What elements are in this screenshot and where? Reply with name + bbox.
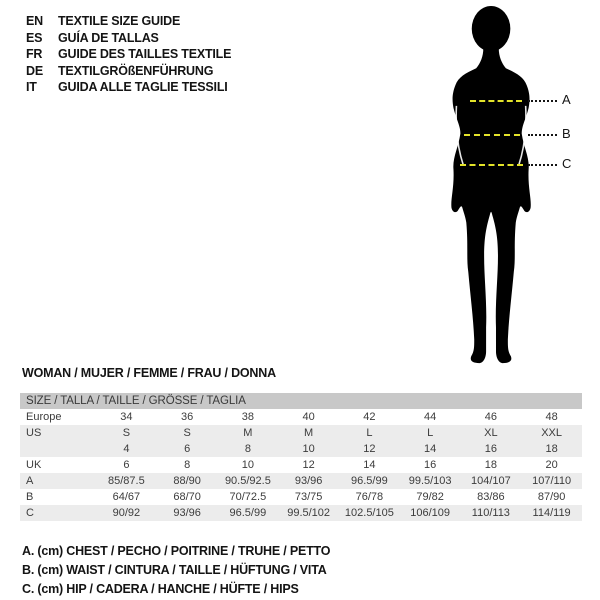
size-cell: 90/92 <box>112 507 141 519</box>
size-cell: 110/113 <box>471 507 510 519</box>
size-cell: 44 <box>424 411 437 423</box>
size-table-row <box>20 505 582 521</box>
size-cell: 88/90 <box>173 475 201 487</box>
size-cell: XL <box>484 427 498 439</box>
size-row-label <box>20 441 96 457</box>
size-table-body <box>20 409 582 521</box>
language-title-row <box>26 46 231 63</box>
size-cell: 106/109 <box>410 507 450 519</box>
waist-leader-dots <box>528 134 557 136</box>
size-cell: 40 <box>302 411 315 423</box>
size-cell: 48 <box>545 411 558 423</box>
size-row-label: US <box>26 427 42 439</box>
silhouette-head <box>472 6 511 52</box>
size-cell: 93/96 <box>173 507 201 519</box>
size-table-row <box>20 409 582 425</box>
size-table-row <box>20 489 582 505</box>
size-cell: 8 <box>184 459 191 471</box>
section-title-woman: WOMAN / MUJER / FEMME / FRAU / DONNA <box>22 366 276 380</box>
size-table-row <box>20 457 582 473</box>
woman-silhouette <box>420 3 570 369</box>
legend-line: B. (cm) WAIST / CINTURA / TAILLE / HÜFTUNG / VITA <box>22 563 327 577</box>
size-cell: 96.5/99 <box>351 475 388 487</box>
guide-title-text: TEXTILGRÖßENFÜHRUNG <box>58 63 214 78</box>
hip-dash-line <box>460 164 523 166</box>
size-cell: 99.5/103 <box>408 475 452 487</box>
size-cell: 14 <box>424 443 437 455</box>
size-cell: 93/96 <box>294 475 323 487</box>
size-cell: 38 <box>241 411 254 423</box>
chest-leader-dots <box>528 100 557 102</box>
size-table-header: SIZE / TALLA / TAILLE / GRÖSSE / TAGLIA <box>20 393 582 409</box>
size-cell: 12 <box>302 459 315 471</box>
size-table <box>20 393 582 521</box>
size-table-row <box>20 473 582 489</box>
size-cell: 70/72.5 <box>229 491 267 503</box>
hip-label: C <box>562 156 572 171</box>
language-code: IT <box>26 80 37 94</box>
size-cell: 96.5/99 <box>229 507 267 519</box>
size-cell: 102.5/105 <box>344 507 394 519</box>
guide-title-text: GUIDE DES TAILLES TEXTILE <box>58 47 232 61</box>
size-cell: S <box>183 427 191 439</box>
size-cell: 10 <box>302 443 315 455</box>
size-cell: 6 <box>184 443 191 455</box>
size-cell: 64/67 <box>112 491 141 503</box>
size-table-row <box>20 441 582 457</box>
language-title-row <box>26 30 231 47</box>
size-cell: 76/78 <box>355 491 384 503</box>
size-cell: 16 <box>424 459 437 471</box>
size-cell: 104/107 <box>470 475 511 487</box>
size-table-row <box>20 425 582 441</box>
size-cell: 34 <box>120 411 133 423</box>
language-code: ES <box>26 30 43 45</box>
waist-label: B <box>562 126 571 141</box>
guide-title-text: GUÍA DE TALLAS <box>58 30 159 45</box>
size-cell: 14 <box>363 459 376 471</box>
size-cell: 6 <box>123 459 130 471</box>
size-cell: 73/75 <box>294 491 323 503</box>
size-cell: 87/90 <box>537 491 566 503</box>
guide-title-text: TEXTILE SIZE GUIDE <box>58 14 181 28</box>
size-cell: 99.5/102 <box>287 507 331 519</box>
size-row-label: B <box>26 491 34 503</box>
size-cell: 90.5/92.5 <box>224 475 271 487</box>
size-cell: 79/82 <box>416 491 444 503</box>
legend-line: C. (cm) HIP / CADERA / HANCHE / HÜFTE / HIPS <box>22 582 299 596</box>
silhouette-body <box>451 45 530 364</box>
size-row-label: C <box>26 507 34 519</box>
size-cell: 20 <box>545 459 558 471</box>
size-row-label: A <box>26 475 34 487</box>
waist-dash-line <box>464 134 520 136</box>
size-cell: M <box>304 427 314 439</box>
size-row-label: UK <box>26 459 42 471</box>
language-code: DE <box>26 63 43 78</box>
chest-label: A <box>562 92 571 107</box>
size-cell: 8 <box>244 443 251 455</box>
size-cell: 42 <box>363 411 376 423</box>
legend-line: A. (cm) CHEST / PECHO / POITRINE / TRUHE / PETTO <box>22 544 331 558</box>
size-cell: 18 <box>484 459 497 471</box>
chest-dash-line <box>470 100 522 102</box>
size-cell: L <box>427 427 434 439</box>
size-cell: 18 <box>545 443 558 455</box>
size-cell: XXL <box>541 427 563 439</box>
size-cell: 36 <box>181 411 194 423</box>
size-cell: 4 <box>123 443 130 455</box>
size-cell: 85/87.5 <box>108 475 145 487</box>
language-code: EN <box>26 14 43 28</box>
size-cell: 46 <box>484 411 497 423</box>
size-cell: 12 <box>363 443 376 455</box>
size-cell: 114/119 <box>532 507 571 519</box>
measurement-legend <box>22 542 330 599</box>
language-title-row <box>26 13 231 30</box>
size-cell: L <box>366 427 373 439</box>
language-code: FR <box>26 47 43 61</box>
size-cell: 107/110 <box>532 475 572 487</box>
language-title-row <box>26 79 231 96</box>
size-cell: 10 <box>241 459 254 471</box>
language-title-list <box>26 13 231 96</box>
size-cell: M <box>243 427 253 439</box>
size-cell: 83/86 <box>477 491 505 503</box>
size-row-label: Europe <box>26 411 62 423</box>
guide-title-text: GUIDA ALLE TAGLIE TESSILI <box>58 80 228 94</box>
size-cell: S <box>122 427 131 439</box>
size-cell: 16 <box>484 443 497 455</box>
language-title-row <box>26 63 231 80</box>
hip-leader-dots <box>528 164 557 166</box>
size-cell: 68/70 <box>173 491 201 503</box>
